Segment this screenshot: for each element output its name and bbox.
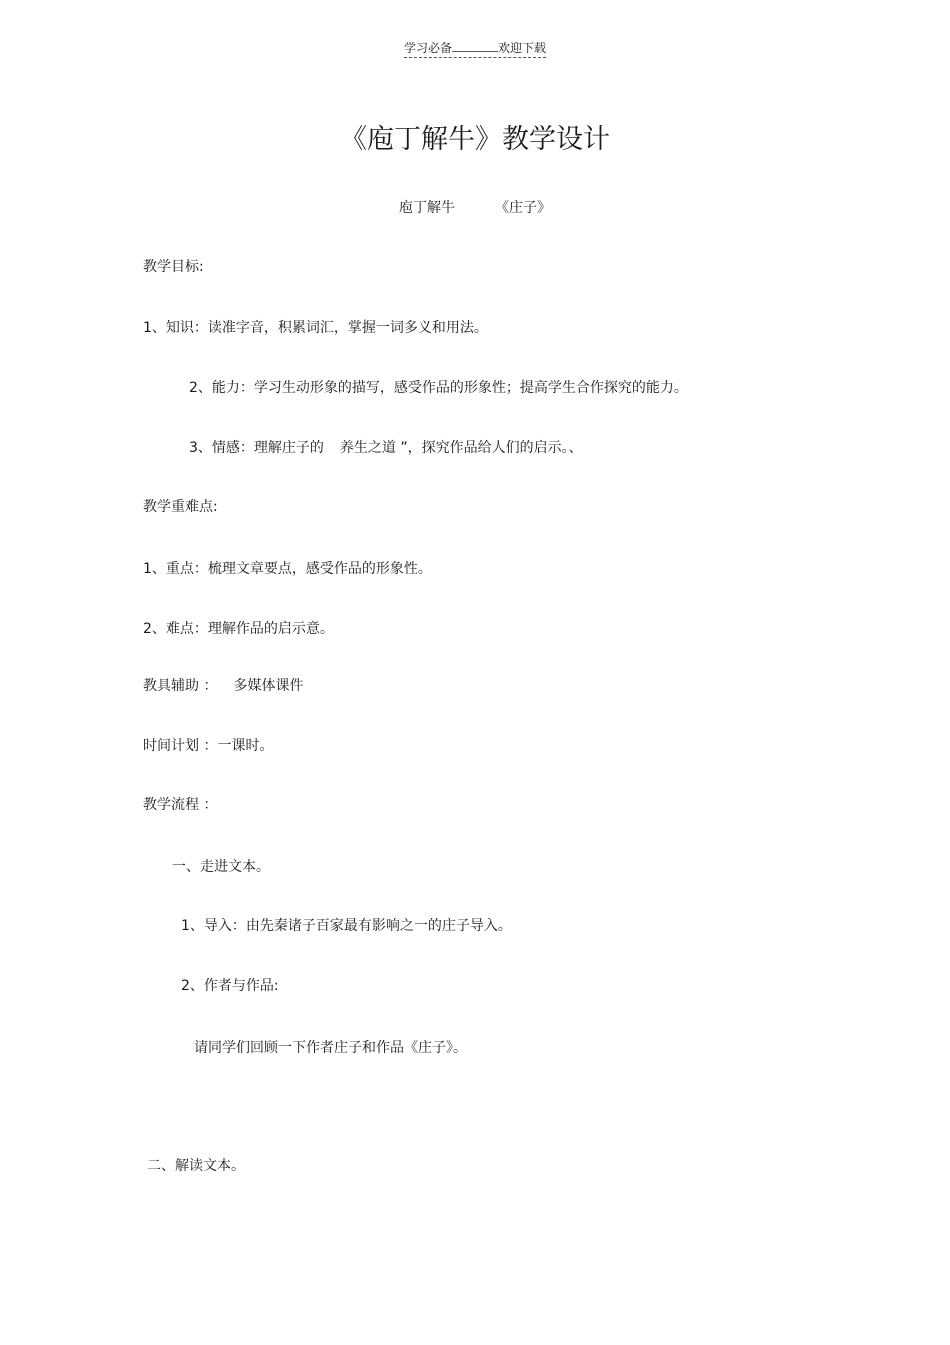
document-subtitle	[0, 198, 950, 218]
objectives-heading: 教学目标:	[143, 259, 204, 275]
objective-emotion-part-a: 3、情感：理解庄子的	[189, 440, 324, 456]
teaching-tools-label: 教具辅助 ：	[143, 678, 218, 694]
keypoint-focus: 1、重点：梳理文章要点，感受作品的形象性。	[143, 561, 432, 577]
document-title: 《庖丁解牛》教学设计	[340, 124, 610, 155]
subtitle-lesson-name: 庖丁解牛	[399, 200, 455, 216]
keypoints-heading: 教学重难点:	[143, 499, 218, 515]
step-author-work: 2、作者与作品:	[181, 978, 279, 994]
time-plan: 时间计划 ：一课时。	[143, 738, 274, 754]
step-introduction: 1、导入：由先秦诸子百家最有影响之一的庄子导入。	[181, 918, 512, 934]
objective-knowledge: 1、知识：读准字音，积累词汇，掌握一词多义和用法。	[143, 320, 488, 336]
objective-ability: 2、能力：学习生动形象的描写，感受作品的形象性；提高学生合作探究的能力。	[189, 380, 688, 396]
keypoint-difficulty: 2、难点：理解作品的启示意。	[143, 621, 334, 637]
subtitle-source: 《庄子》	[495, 200, 551, 216]
page-header	[0, 40, 950, 58]
step-author-work-text: 请同学们回顾一下作者庄子和作品《庄子》。	[194, 1040, 467, 1056]
teaching-tools	[143, 676, 303, 696]
objective-emotion-part-b: 养生之道 ”，探究作品给人们的启示。、	[339, 440, 583, 456]
header-right-text: 欢迎下载	[498, 41, 547, 55]
objective-emotion	[189, 438, 583, 458]
section-one-heading: 一、走进文本。	[172, 859, 270, 875]
header-underline-gap	[452, 41, 498, 52]
section-two-heading: 二、解读文本。	[147, 1158, 245, 1174]
header-banner	[404, 40, 546, 58]
process-heading: 教学流程 ：	[143, 797, 218, 813]
teaching-tools-value: 多媒体课件	[233, 678, 304, 694]
header-left-text: 学习必备	[403, 41, 452, 55]
